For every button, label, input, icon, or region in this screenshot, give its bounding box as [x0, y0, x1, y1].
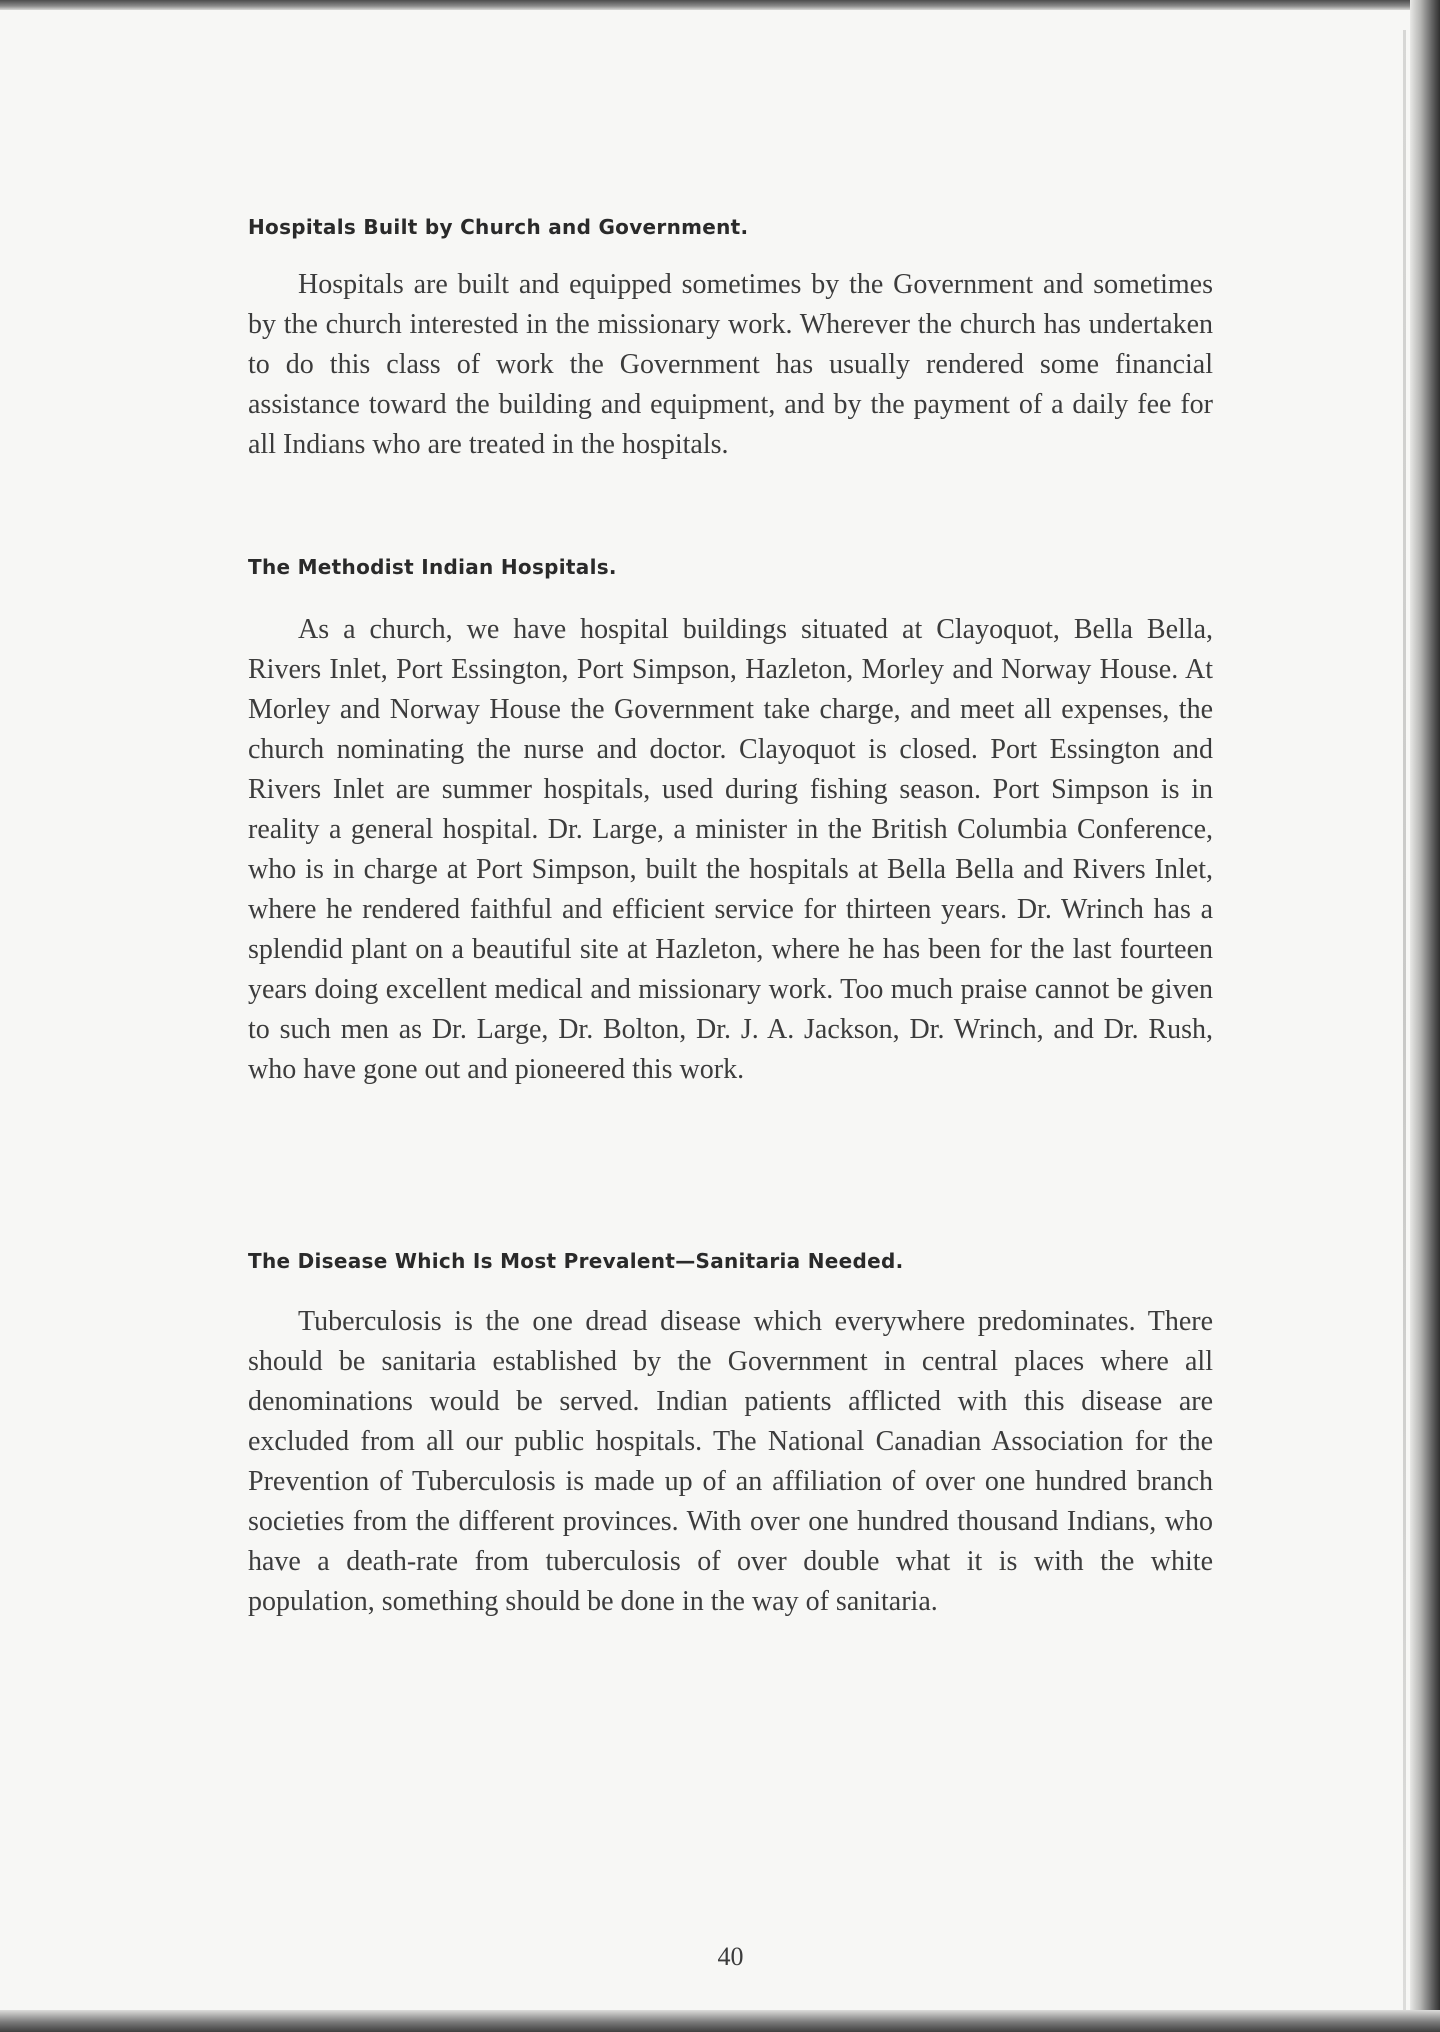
scan-bottom-edge — [0, 2010, 1440, 2032]
section-heading-prevalent-disease: The Disease Which Is Most Prevalent—Sanitaria Needed. — [248, 1249, 904, 1273]
section-body-prevalent-disease: Tuberculosis is the one dread disease which everywhere predominates. There should be sanitaria established by the Government in central places where all denominations would be served. Indian patients afflicted with this disease are excluded from all our public hospitals. The National Canadian Association for the Prevention of Tuberculosis is made up of an affiliation of over one hundred branch societies from the different provinces. With over one hundred thousand Indians, who have a death-rate from tuberculosis of over double what it is with the white population, something should be done in the way of sanitaria. — [248, 1306, 1213, 1617]
book-gutter-line — [1403, 30, 1406, 2010]
scan-right-edge — [1410, 0, 1440, 2032]
section-heading-methodist-hospitals: The Methodist Indian Hospitals. — [248, 555, 617, 579]
scan-top-edge — [0, 0, 1440, 10]
section-heading-hospitals-built: Hospitals Built by Church and Government. — [248, 215, 749, 239]
section-body-methodist-hospitals: As a church, we have hospital buildings situated at Clayoquot, Bella Bella, Rivers Inlet, Port Essington, Port Simpson, Hazleton, Morley and Norway House. At Morley and Norway House the Government take charge, and meet all expenses, the church nominating the nurse and doctor. Clayoquot is closed. Port Essington and Rivers Inlet are summer hospitals, used during fishing season. Port Simpson is in reality a general hospital. Dr. Large, a minister in the British Columbia Conference, who is in charge at Port Simpson, built the hospitals at Bella Bella and Rivers Inlet, where he rendered faithful and efficient service for thirteen years. Dr. Wrinch has a splendid plant on a beautiful site at Hazleton, where he has been for the last fourteen years doing excellent medical and missionary work. Too much praise cannot be given to such men as Dr. Large, Dr. Bolton, Dr. J. A. Jackson, Dr. Wrinch, and Dr. Rush, who have gone out and pioneered this work. — [248, 614, 1213, 1085]
section-body-hospitals-built: Hospitals are built and equipped sometimes by the Government and sometimes by the church interested in the missionary work. Wherever the church has undertaken to do this class of work the Government has usually rendered some financial assistance toward the building and equipment, and by the payment of a daily fee for all Indians who are treated in the hospitals. — [248, 269, 1213, 460]
page-number: 40 — [717, 1942, 744, 1971]
